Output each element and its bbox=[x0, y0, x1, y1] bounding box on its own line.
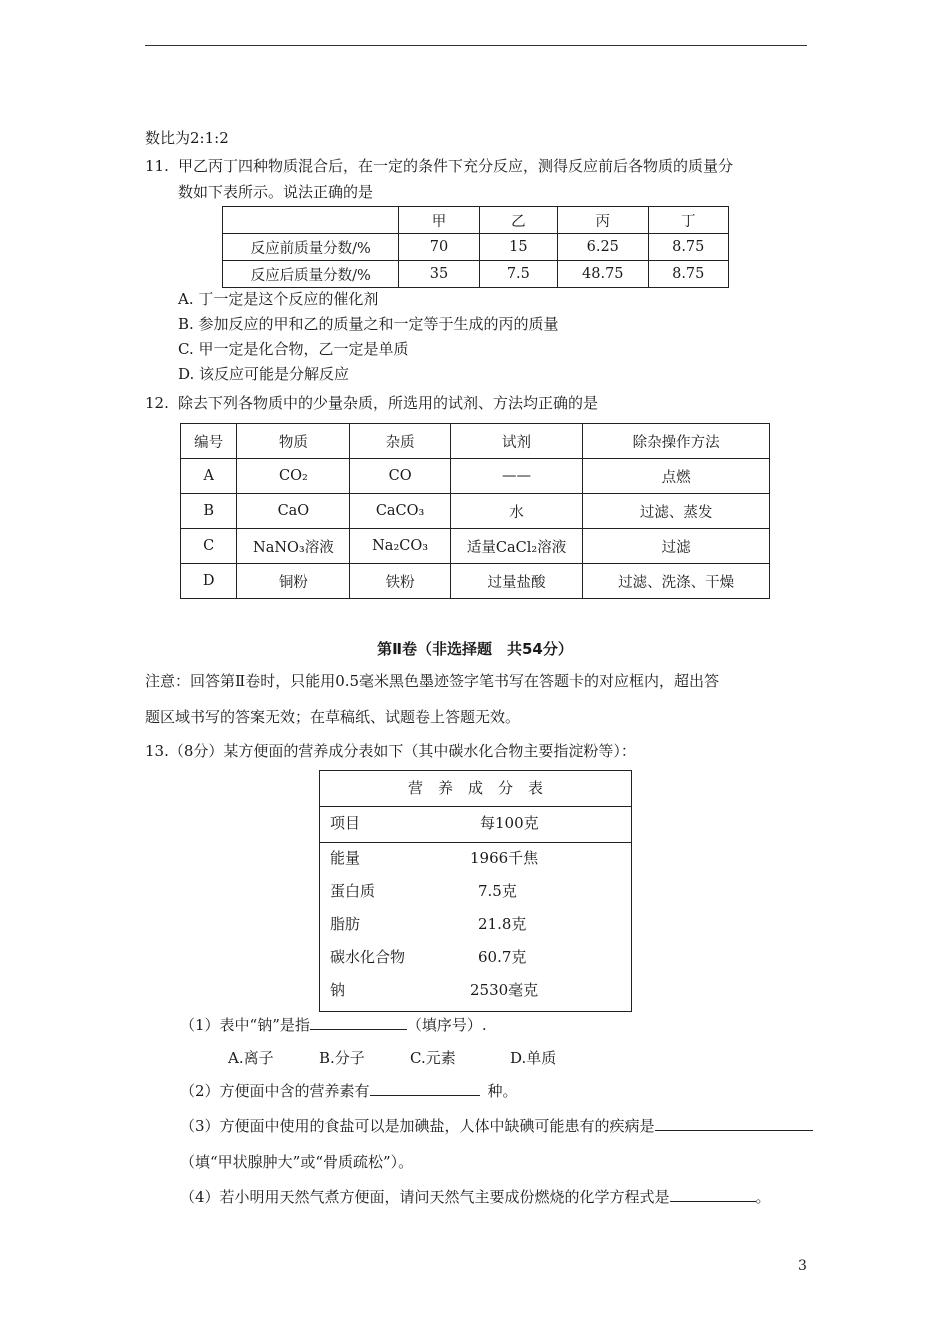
table-cell: 铜粉 bbox=[237, 564, 350, 599]
q13-intro: 13.（8分）某方便面的营养成分表如下（其中碳水化合物主要指淀粉等）： bbox=[145, 742, 636, 760]
header-rule bbox=[145, 45, 807, 46]
answer-blank[interactable] bbox=[655, 1115, 813, 1131]
nutrition-title: 营 养 成 分 表 bbox=[407, 779, 543, 797]
table-row bbox=[181, 529, 770, 564]
table-cell: 6.25 bbox=[558, 234, 648, 261]
q12-text: 除去下列各物质中的少量杂质，所选用的试剂、方法均正确的是 bbox=[178, 394, 599, 412]
nutrition-row-name: 蛋白质 bbox=[330, 882, 376, 900]
q13-sub1-suffix: （填序号）. bbox=[406, 1016, 487, 1034]
table-cell bbox=[223, 207, 399, 234]
q11-option-b: B. 参加反应的甲和乙的质量之和一定等于生成的丙的质量 bbox=[178, 315, 559, 333]
table-cell: 试剂 bbox=[450, 424, 583, 459]
table-cell: 过滤、蒸发 bbox=[583, 494, 770, 529]
q13-sub1-option-d: D.单质 bbox=[510, 1049, 557, 1067]
answer-blank[interactable] bbox=[310, 1014, 407, 1030]
q13-sub4 bbox=[180, 1186, 771, 1207]
table-cell: 丙 bbox=[558, 207, 648, 234]
section-note-1: 注意：回答第Ⅱ卷时，只能用0.5毫米黑色墨迹签字笔书写在答题卡的对应框内，超出答 bbox=[145, 672, 720, 690]
answer-blank[interactable] bbox=[370, 1080, 480, 1096]
table-cell: 乙 bbox=[479, 207, 557, 234]
q11-text-1: 甲乙丙丁四种物质混合后，在一定的条件下充分反应，测得反应前后各物质的质量分 bbox=[178, 157, 734, 175]
table-cell: CO₂ bbox=[237, 459, 350, 494]
table-row bbox=[223, 261, 729, 288]
q13-sub1-text: （1）表中“钠”是指 bbox=[180, 1016, 310, 1034]
nutrition-row-value: 2530毫克 bbox=[470, 981, 539, 999]
nutrition-row-name: 钠 bbox=[330, 981, 346, 999]
table-cell: 反应前质量分数/% bbox=[223, 234, 399, 261]
section-title: 第Ⅱ卷（非选择题 共54分） bbox=[377, 640, 573, 658]
q13-sub1-option-a: A.离子 bbox=[228, 1049, 274, 1067]
table-cell: —— bbox=[450, 459, 583, 494]
table-cell: 点燃 bbox=[583, 459, 770, 494]
q11-option-d: D. 该反应可能是分解反应 bbox=[178, 365, 350, 383]
table-cell: A bbox=[181, 459, 237, 494]
q12-table bbox=[180, 423, 770, 599]
table-cell: 8.75 bbox=[648, 234, 729, 261]
table-cell: 杂质 bbox=[350, 424, 450, 459]
table-cell: 过滤、洗涤、干燥 bbox=[583, 564, 770, 599]
page-number: 3 bbox=[798, 1258, 807, 1274]
nutrition-row-value: 1966千焦 bbox=[470, 849, 539, 867]
table-cell: CO bbox=[350, 459, 450, 494]
q13-sub2 bbox=[180, 1080, 518, 1101]
table-row bbox=[181, 494, 770, 529]
nutrition-table bbox=[319, 770, 632, 1012]
table-cell: 反应后质量分数/% bbox=[223, 261, 399, 288]
nutrition-row-value: 60.7克 bbox=[478, 948, 527, 966]
table-cell: C bbox=[181, 529, 237, 564]
q13-sub2-suffix: 种。 bbox=[487, 1082, 518, 1100]
table-cell: 除杂操作方法 bbox=[583, 424, 770, 459]
nutrition-col-per100: 每100克 bbox=[480, 814, 539, 832]
table-cell: 编号 bbox=[181, 424, 237, 459]
table-cell: 8.75 bbox=[648, 261, 729, 288]
answer-blank[interactable] bbox=[670, 1186, 756, 1202]
table-cell: 水 bbox=[450, 494, 583, 529]
q13-sub3-continued: （填“甲状腺肿大”或“骨质疏松”）。 bbox=[180, 1153, 414, 1171]
nutrition-col-item: 项目 bbox=[330, 814, 361, 832]
table-cell: 丁 bbox=[648, 207, 729, 234]
table-cell: 35 bbox=[399, 261, 479, 288]
table-row bbox=[223, 234, 729, 261]
table-cell: 7.5 bbox=[479, 261, 557, 288]
table-cell: 适量CaCl₂溶液 bbox=[450, 529, 583, 564]
q13-sub1-option-b: B.分子 bbox=[319, 1049, 365, 1067]
table-cell: 物质 bbox=[237, 424, 350, 459]
table-cell: CaCO₃ bbox=[350, 494, 450, 529]
q13-sub3-text: （3）方便面中使用的食盐可以是加碘盐，人体中缺碘可能患有的疾病是 bbox=[180, 1117, 655, 1135]
q13-sub2-text: （2）方便面中含的营养素有 bbox=[180, 1082, 370, 1100]
table-cell: 甲 bbox=[399, 207, 479, 234]
q13-sub4-text: （4）若小明用天然气煮方便面，请问天然气主要成份燃烧的化学方程式是 bbox=[180, 1188, 670, 1206]
table-cell: 过滤 bbox=[583, 529, 770, 564]
table-row bbox=[181, 459, 770, 494]
table-cell: 铁粉 bbox=[350, 564, 450, 599]
table-cell: 70 bbox=[399, 234, 479, 261]
table-row bbox=[181, 564, 770, 599]
table-cell: Na₂CO₃ bbox=[350, 529, 450, 564]
table-header-row bbox=[181, 424, 770, 459]
divider bbox=[320, 842, 631, 843]
q13-sub4-suffix: 。 bbox=[755, 1188, 771, 1206]
q11-option-c: C. 甲一定是化合物，乙一定是单质 bbox=[178, 340, 409, 358]
table-cell: 过量盐酸 bbox=[450, 564, 583, 599]
carry-over-line: 数比为2:1:2 bbox=[145, 129, 229, 147]
table-cell: B bbox=[181, 494, 237, 529]
q11-text-2: 数如下表所示。说法正确的是 bbox=[178, 183, 374, 201]
table-header-row bbox=[223, 207, 729, 234]
table-cell: 48.75 bbox=[558, 261, 648, 288]
q13-sub1-option-c: C.元素 bbox=[410, 1049, 456, 1067]
table-cell: 15 bbox=[479, 234, 557, 261]
q13-sub3 bbox=[180, 1115, 813, 1136]
q12-number: 12. bbox=[145, 394, 169, 412]
q11-table bbox=[222, 206, 729, 288]
nutrition-row-name: 能量 bbox=[330, 849, 361, 867]
table-cell: D bbox=[181, 564, 237, 599]
q13-sub1 bbox=[180, 1014, 487, 1035]
table-cell: NaNO₃溶液 bbox=[237, 529, 350, 564]
divider bbox=[320, 806, 631, 807]
q11-number: 11. bbox=[145, 157, 169, 175]
nutrition-row-value: 7.5克 bbox=[478, 882, 517, 900]
section-note-2: 题区域书写的答案无效；在草稿纸、试题卷上答题无效。 bbox=[145, 708, 521, 726]
nutrition-row-name: 碳水化合物 bbox=[330, 948, 406, 966]
table-cell: CaO bbox=[237, 494, 350, 529]
nutrition-row-value: 21.8克 bbox=[478, 915, 527, 933]
q11-option-a: A. 丁一定是这个反应的催化剂 bbox=[178, 290, 379, 308]
nutrition-row-name: 脂肪 bbox=[330, 915, 361, 933]
